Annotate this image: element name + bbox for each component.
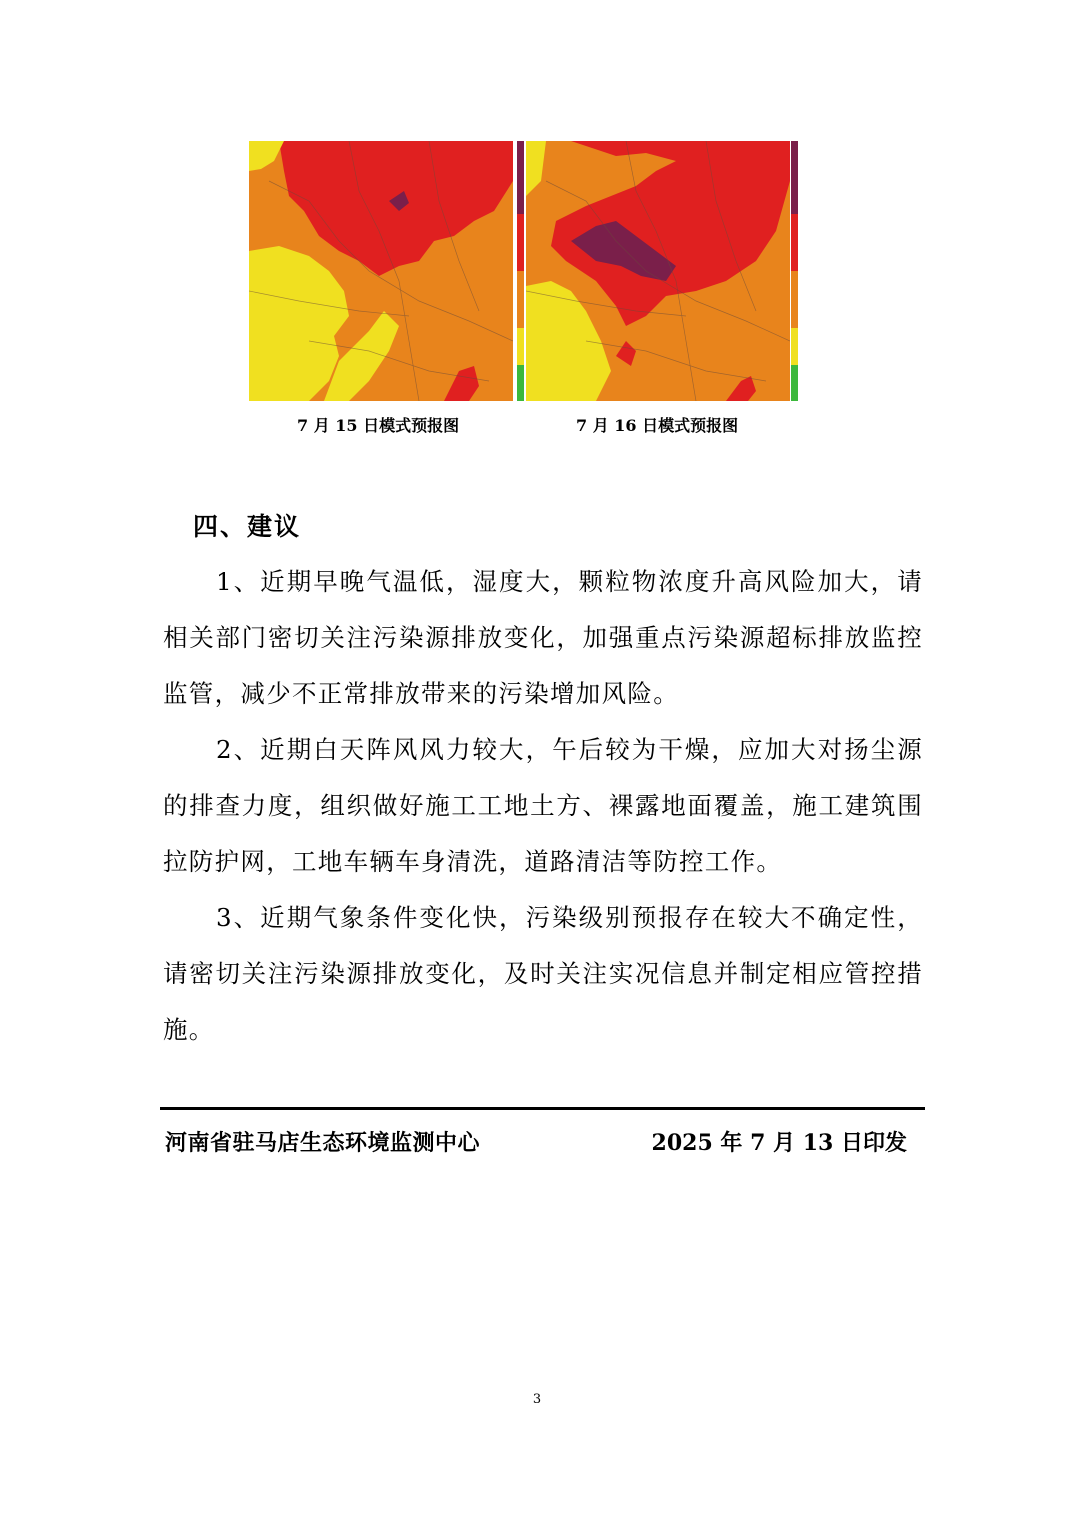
color-legend-jul16 bbox=[791, 141, 798, 401]
legend-level-moderate bbox=[791, 271, 798, 328]
issuer-name: 河南省驻马店生态环境监测中心 bbox=[165, 1130, 481, 1156]
legend-level-good bbox=[791, 365, 798, 401]
page-number: 3 bbox=[532, 1392, 542, 1407]
color-legend-jul15 bbox=[517, 141, 524, 401]
legend-level-light bbox=[791, 328, 798, 364]
figure-caption-jul15: 7 月 15 日模式预报图 bbox=[297, 416, 460, 435]
legend-level-heavy bbox=[517, 214, 524, 271]
forecast-map-jul16 bbox=[526, 141, 790, 401]
legend-level-light bbox=[517, 328, 524, 364]
legend-level-severe bbox=[791, 141, 798, 214]
recommendation-paragraph-2: 2、近期白天阵风风力较大，午后较为干燥，应加大对扬尘源的排查力度，组织做好施工工地土方、裸露地面覆盖，施工建筑围拉防护网，工地车辆车身清洗，道路清洁等防控工作。 bbox=[163, 735, 923, 876]
figure-caption-jul16: 7 月 16 日模式预报图 bbox=[576, 416, 739, 435]
section-heading: 四、建议 bbox=[193, 512, 302, 541]
footer-divider bbox=[160, 1107, 925, 1110]
issue-date: 2025 年 7 月 13 日印发 bbox=[651, 1130, 907, 1156]
forecast-map-jul15 bbox=[249, 141, 513, 401]
legend-level-good bbox=[517, 365, 524, 401]
legend-level-severe bbox=[517, 141, 524, 214]
recommendation-paragraph-3: 3、近期气象条件变化快，污染级别预报存在较大不确定性，请密切关注污染源排放变化，及时关注实况信息并制定相应管控措施。 bbox=[163, 903, 923, 1044]
legend-level-heavy bbox=[791, 214, 798, 271]
legend-level-moderate bbox=[517, 271, 524, 328]
recommendation-paragraph-1: 1、近期早晚气温低，湿度大，颗粒物浓度升高风险加大，请相关部门密切关注污染源排放变化，加强重点污染源超标排放监控监管，减少不正常排放带来的污染增加风险。 bbox=[163, 567, 923, 708]
